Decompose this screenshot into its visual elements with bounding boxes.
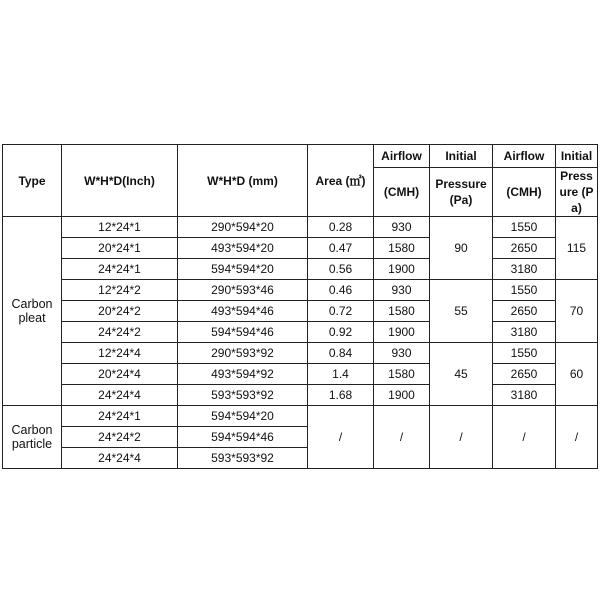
cell-inch: 12*24*2 bbox=[62, 280, 178, 301]
type-carbon-pleat bbox=[3, 217, 62, 406]
cell-inch: 24*24*4 bbox=[62, 448, 178, 469]
cell-area-na: / bbox=[308, 406, 374, 469]
type-carbon-particle-line-2: particle bbox=[11, 437, 53, 451]
type-carbon-pleat-line-2: pleat bbox=[18, 311, 46, 325]
header-pressure-2-text: Pressure (Pa) bbox=[559, 169, 594, 215]
cell-inch: 20*24*1 bbox=[62, 238, 178, 259]
header-size-mm: W*H*D (mm) bbox=[178, 145, 308, 217]
cell-airflow-2: 3180 bbox=[493, 322, 556, 343]
header-airflow-2: Airflow bbox=[493, 145, 556, 168]
header-pressure-2-bottom bbox=[556, 168, 598, 217]
table-row bbox=[3, 385, 598, 406]
header-pressure-1-top: Initial bbox=[430, 145, 493, 168]
header-pressure-1-bottom bbox=[430, 168, 493, 217]
cell-mm: 493*594*46 bbox=[178, 301, 308, 322]
cell-inch: 24*24*1 bbox=[62, 406, 178, 427]
cell-area: 0.28 bbox=[308, 217, 374, 238]
type-carbon-particle bbox=[3, 406, 62, 469]
cell-area: 0.56 bbox=[308, 259, 374, 280]
cell-inch: 20*24*2 bbox=[62, 301, 178, 322]
cell-airflow-2: 2650 bbox=[493, 364, 556, 385]
cell-pressure-2-na: / bbox=[556, 406, 598, 469]
table-row bbox=[3, 343, 598, 364]
type-carbon-pleat-line-1: Carbon bbox=[11, 297, 53, 311]
header-airflow-1: Airflow bbox=[374, 145, 430, 168]
cell-area: 0.92 bbox=[308, 322, 374, 343]
table-row bbox=[3, 301, 598, 322]
table-row bbox=[3, 238, 598, 259]
cell-pressure-1: 90 bbox=[430, 217, 493, 280]
cell-airflow-2: 3180 bbox=[493, 259, 556, 280]
cell-inch: 12*24*4 bbox=[62, 343, 178, 364]
cell-mm: 593*593*92 bbox=[178, 448, 308, 469]
cell-airflow-1: 930 bbox=[374, 343, 430, 364]
cell-mm: 493*594*92 bbox=[178, 364, 308, 385]
cell-airflow-1: 1580 bbox=[374, 364, 430, 385]
cell-pressure-2: 115 bbox=[556, 217, 598, 280]
cell-area: 0.72 bbox=[308, 301, 374, 322]
table-row bbox=[3, 406, 598, 427]
cell-mm: 593*593*92 bbox=[178, 385, 308, 406]
cell-mm: 290*593*46 bbox=[178, 280, 308, 301]
table-row bbox=[3, 364, 598, 385]
header-airflow-1-unit: (CMH) bbox=[374, 168, 430, 217]
cell-mm: 290*593*92 bbox=[178, 343, 308, 364]
cell-pressure-2: 60 bbox=[556, 343, 598, 406]
cell-mm: 594*594*46 bbox=[178, 427, 308, 448]
header-pressure-2-top: Initial bbox=[556, 145, 598, 168]
cell-inch: 24*24*4 bbox=[62, 385, 178, 406]
cell-inch: 24*24*1 bbox=[62, 259, 178, 280]
header-pressure-1-text: Pressure (Pa) bbox=[435, 177, 487, 207]
cell-airflow-2: 1550 bbox=[493, 217, 556, 238]
cell-pressure-2: 70 bbox=[556, 280, 598, 343]
cell-area: 1.4 bbox=[308, 364, 374, 385]
cell-inch: 20*24*4 bbox=[62, 364, 178, 385]
cell-airflow-2: 2650 bbox=[493, 238, 556, 259]
cell-pressure-1: 55 bbox=[430, 280, 493, 343]
filter-spec-table bbox=[2, 144, 598, 469]
table-row bbox=[3, 259, 598, 280]
cell-airflow-2: 1550 bbox=[493, 280, 556, 301]
cell-mm: 594*594*46 bbox=[178, 322, 308, 343]
cell-mm: 594*594*20 bbox=[178, 259, 308, 280]
cell-airflow-1: 1900 bbox=[374, 385, 430, 406]
cell-airflow-1: 1580 bbox=[374, 238, 430, 259]
cell-airflow-1: 930 bbox=[374, 280, 430, 301]
cell-mm: 594*594*20 bbox=[178, 406, 308, 427]
header-size-inch: W*H*D(Inch) bbox=[62, 145, 178, 217]
cell-inch: 24*24*2 bbox=[62, 427, 178, 448]
cell-area: 1.68 bbox=[308, 385, 374, 406]
type-carbon-particle-line-1: Carbon bbox=[11, 423, 53, 437]
cell-inch: 24*24*2 bbox=[62, 322, 178, 343]
cell-airflow-2: 1550 bbox=[493, 343, 556, 364]
cell-mm: 493*594*20 bbox=[178, 238, 308, 259]
header-area: Area (㎡) bbox=[308, 145, 374, 217]
cell-mm: 290*594*20 bbox=[178, 217, 308, 238]
cell-airflow-1: 1580 bbox=[374, 301, 430, 322]
header-type: Type bbox=[3, 145, 62, 217]
cell-airflow-1: 1900 bbox=[374, 259, 430, 280]
table-row bbox=[3, 322, 598, 343]
cell-airflow-2-na: / bbox=[493, 406, 556, 469]
cell-pressure-1-na: / bbox=[430, 406, 493, 469]
cell-area: 0.47 bbox=[308, 238, 374, 259]
table-row bbox=[3, 217, 598, 238]
cell-airflow-1: 1900 bbox=[374, 322, 430, 343]
header-airflow-2-unit: (CMH) bbox=[493, 168, 556, 217]
cell-inch: 12*24*1 bbox=[62, 217, 178, 238]
cell-airflow-2: 3180 bbox=[493, 385, 556, 406]
cell-airflow-1: 930 bbox=[374, 217, 430, 238]
cell-area: 0.46 bbox=[308, 280, 374, 301]
cell-pressure-1: 45 bbox=[430, 343, 493, 406]
table-row bbox=[3, 280, 598, 301]
header-row-1 bbox=[3, 145, 598, 168]
cell-airflow-2: 2650 bbox=[493, 301, 556, 322]
cell-area: 0.84 bbox=[308, 343, 374, 364]
cell-airflow-1-na: / bbox=[374, 406, 430, 469]
